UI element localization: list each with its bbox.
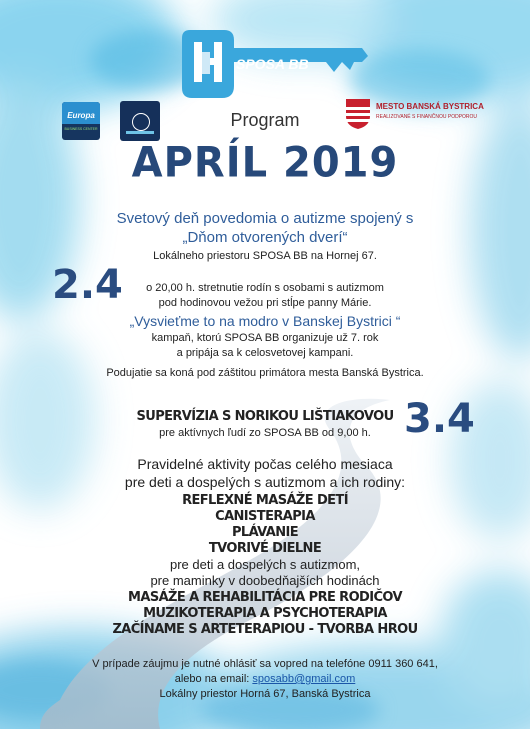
event1-campaign-line1: kampaň, ktorú SPOSA BB organizuje už 7. rok	[151, 332, 379, 344]
event2-title: SUPERVÍZIA S NORIKOU LIŠTIAKOVOU	[136, 409, 394, 424]
activity-sub-2: pre maminky v doobedňajších hodinách	[150, 573, 380, 588]
event1-title-line2: „Dňom otvorených dverí“	[182, 229, 348, 246]
contact-email-prefix: alebo na email:	[174, 673, 253, 685]
event1-location: Lokálneho priestoru SPOSA BB na Hornej 67.	[153, 250, 377, 262]
activity-item-7: ZAČÍNAME S ARTETERAPIOU - TVORBA HROU	[112, 622, 418, 637]
event1-meet-line2: pod hodinovou vežou pri stĺpe panny Márie.	[158, 297, 372, 309]
europa-logo-sub: BUSINESS CENTER	[64, 127, 98, 131]
activities-intro-line2: pre deti a dospelých s autizmom a ich rodiny:	[124, 474, 406, 490]
contact-line3: Lokálny priestor Horná 67, Banská Bystrica	[159, 688, 371, 700]
event1-campaign-title: „Vysvieťme to na modro v Banskej Bystrici “	[129, 313, 401, 329]
event1-patron: Podujatie sa koná pod záštitou primátora mesta Banská Bystrica.	[106, 367, 424, 379]
activity-item-2: CANISTERAPIA	[215, 509, 315, 524]
activities-intro-line1: Pravidelné aktivity počas celého mesiaca	[137, 456, 393, 472]
contact-email-link[interactable]: sposabb@gmail.com	[252, 673, 356, 685]
event2-detail: pre aktívnych ľudí zo SPOSA BB od 9,00 h.	[159, 427, 371, 439]
activity-item-5: MASÁŽE A REHABILITÁCIA PRE RODIČOV	[128, 590, 402, 605]
contact-line1: V prípade záujmu je nutné ohlásiť sa vopred na telefóne 0911 360 641,	[92, 658, 438, 670]
activity-item-1: REFLEXNÉ MASÁŽE DETÍ	[182, 493, 348, 508]
event1-date: 2.4	[52, 262, 123, 308]
program-label: Program	[230, 110, 300, 130]
event2-date: 3.4	[404, 396, 475, 442]
event1-campaign-line2: a pripája sa k celosvetovej kampani.	[176, 347, 354, 359]
contact-line2	[0, 673, 530, 685]
event1-meet-line1: o 20,00 h. stretnutie rodín s osobami s autizmom	[146, 282, 384, 294]
month-title: APRÍL 2019	[131, 138, 399, 188]
city-logo-name: MESTO BANSKÁ BYSTRICA	[376, 102, 484, 111]
activity-sub-1: pre deti a dospelých s autizmom,	[169, 557, 361, 572]
city-logo-sub: REALIZOVANÉ S FINANČNOU PODPOROU	[376, 114, 478, 120]
event1-title-line1: Svetový deň povedomia o autizme spojený s	[116, 210, 414, 227]
activity-item-4: TVORIVÉ DIELNE	[208, 541, 322, 556]
key-logo-text: SPOSA BB	[236, 56, 309, 72]
europa-logo-name: Europa	[67, 111, 95, 120]
activity-item-3: PLÁVANIE	[231, 525, 299, 540]
activity-item-6: MUZIKOTERAPIA A PSYCHOTERAPIA	[143, 606, 387, 621]
